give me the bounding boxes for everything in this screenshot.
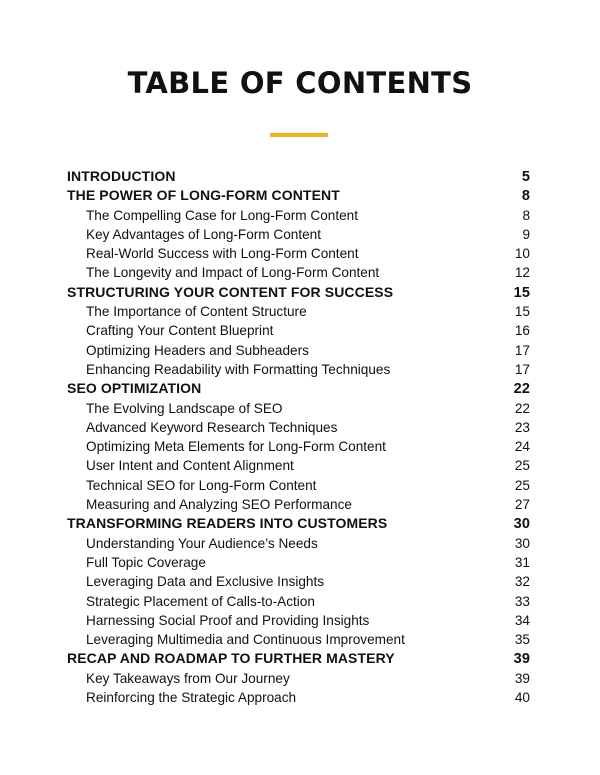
toc-entry-label: Harnessing Social Proof and Providing Insights xyxy=(86,612,370,628)
toc-entry-label: Leveraging Multimedia and Continuous Improvement xyxy=(86,632,405,648)
toc-page-number: 23 xyxy=(514,419,530,435)
toc-section-row[interactable] xyxy=(67,360,530,379)
toc-entry-label: Real-World Success with Long-Form Content xyxy=(86,246,359,262)
toc-entry-label: Optimizing Headers and Subheaders xyxy=(86,342,309,358)
toc-section-row[interactable] xyxy=(67,456,530,475)
toc-entry-label: The Evolving Landscape of SEO xyxy=(86,400,283,416)
toc-section-row[interactable] xyxy=(67,263,530,282)
toc-entry-label: Reinforcing the Strategic Approach xyxy=(86,690,297,706)
toc-chapter-row[interactable] xyxy=(67,514,530,533)
toc-entry-label: SEO OPTIMIZATION xyxy=(67,380,202,397)
toc-entry-label: The Importance of Content Structure xyxy=(86,304,307,320)
title-accent-bar xyxy=(270,133,328,137)
toc-entry-label: Key Advantages of Long-Form Content xyxy=(86,226,322,242)
toc-page-number: 15 xyxy=(513,284,530,301)
toc-entry-label: Key Takeaways from Our Journey xyxy=(86,670,290,686)
toc-page-number: 39 xyxy=(513,651,530,668)
toc-page-number: 24 xyxy=(514,439,530,455)
toc-section-row[interactable] xyxy=(67,592,530,611)
toc-entry-label: Measuring and Analyzing SEO Performance xyxy=(86,497,352,513)
toc-page-number: 17 xyxy=(514,342,530,358)
toc-section-row[interactable] xyxy=(67,206,530,225)
toc-entry-label: Leveraging Data and Exclusive Insights xyxy=(86,574,325,590)
toc-page-number: 9 xyxy=(522,226,530,242)
toc-entry-label: RECAP AND ROADMAP TO FURTHER MASTERY xyxy=(67,650,395,667)
toc-chapter-row[interactable] xyxy=(67,379,530,398)
toc-section-row[interactable] xyxy=(67,630,530,649)
toc-page-number: 12 xyxy=(514,265,530,281)
toc-page-number: 32 xyxy=(514,574,530,590)
toc-page-number: 34 xyxy=(514,612,530,628)
toc-chapter-row[interactable] xyxy=(67,283,530,302)
toc-page-number: 16 xyxy=(514,323,530,339)
toc-entry-label: Crafting Your Content Blueprint xyxy=(86,323,274,339)
toc-page-number: 25 xyxy=(514,477,530,493)
toc-section-row[interactable] xyxy=(67,321,530,340)
toc-entry-label: Technical SEO for Long-Form Content xyxy=(86,477,317,493)
toc-page-number: 27 xyxy=(514,497,530,513)
toc-section-row[interactable] xyxy=(67,611,530,630)
toc-section-row[interactable] xyxy=(67,418,530,437)
toc-section-row[interactable] xyxy=(67,341,530,360)
toc-page-number: 22 xyxy=(513,381,530,398)
toc-entry-label: STRUCTURING YOUR CONTENT FOR SUCCESS xyxy=(67,283,394,300)
toc-page-number: 22 xyxy=(514,400,530,416)
toc-entry-label: Optimizing Meta Elements for Long-Form Content xyxy=(86,439,386,455)
toc-section-row[interactable] xyxy=(67,476,530,495)
toc-section-row[interactable] xyxy=(67,399,530,418)
toc-page-number: 8 xyxy=(521,188,530,205)
toc-entry-label: The Compelling Case for Long-Form Content xyxy=(86,207,359,223)
toc-entry-label: Advanced Keyword Research Techniques xyxy=(86,419,338,435)
toc-section-row[interactable] xyxy=(67,302,530,321)
toc-page-number: 30 xyxy=(513,516,530,533)
toc-section-row[interactable] xyxy=(67,669,530,688)
toc-page-number: 35 xyxy=(514,632,530,648)
toc-page-number: 15 xyxy=(514,304,530,320)
toc-entry-label: TRANSFORMING READERS INTO CUSTOMERS xyxy=(67,515,388,532)
toc-section-row[interactable] xyxy=(67,437,530,456)
toc-entry-label: Strategic Placement of Calls-to-Action xyxy=(86,593,315,609)
toc-section-row[interactable] xyxy=(67,534,530,553)
toc-section-row[interactable] xyxy=(67,688,530,707)
toc-page-number: 33 xyxy=(514,593,530,609)
toc-page-number: 40 xyxy=(514,690,530,706)
toc-page-number: 30 xyxy=(514,535,530,551)
toc-section-row[interactable] xyxy=(67,495,530,514)
toc-section-row[interactable] xyxy=(67,553,530,572)
toc-chapter-row[interactable] xyxy=(67,167,530,186)
toc-page-number: 25 xyxy=(514,458,530,474)
toc-page-number: 8 xyxy=(522,207,530,223)
toc-entry-label: Understanding Your Audience’s Needs xyxy=(86,535,318,551)
toc-page-number: 31 xyxy=(514,554,530,570)
toc-page-number: 39 xyxy=(514,670,530,686)
toc-chapter-row[interactable] xyxy=(67,186,530,205)
toc-entry-label: The Longevity and Impact of Long-Form Content xyxy=(86,265,380,281)
toc-entry-label: THE POWER OF LONG-FORM CONTENT xyxy=(67,187,340,204)
page-title: TABLE OF CONTENTS xyxy=(127,66,473,100)
toc-section-row[interactable] xyxy=(67,244,530,263)
table-of-contents xyxy=(67,167,530,707)
toc-page-number: 17 xyxy=(514,361,530,377)
toc-page-number: 10 xyxy=(514,246,530,262)
toc-chapter-row[interactable] xyxy=(67,649,530,668)
toc-section-row[interactable] xyxy=(67,572,530,591)
toc-entry-label: INTRODUCTION xyxy=(67,168,176,184)
toc-entry-label: Full Topic Coverage xyxy=(86,554,206,570)
toc-entry-label: Enhancing Readability with Formatting Techniques xyxy=(86,361,391,377)
toc-entry-label: User Intent and Content Alignment xyxy=(86,458,294,474)
toc-page-number: 5 xyxy=(521,169,530,185)
toc-section-row[interactable] xyxy=(67,225,530,244)
